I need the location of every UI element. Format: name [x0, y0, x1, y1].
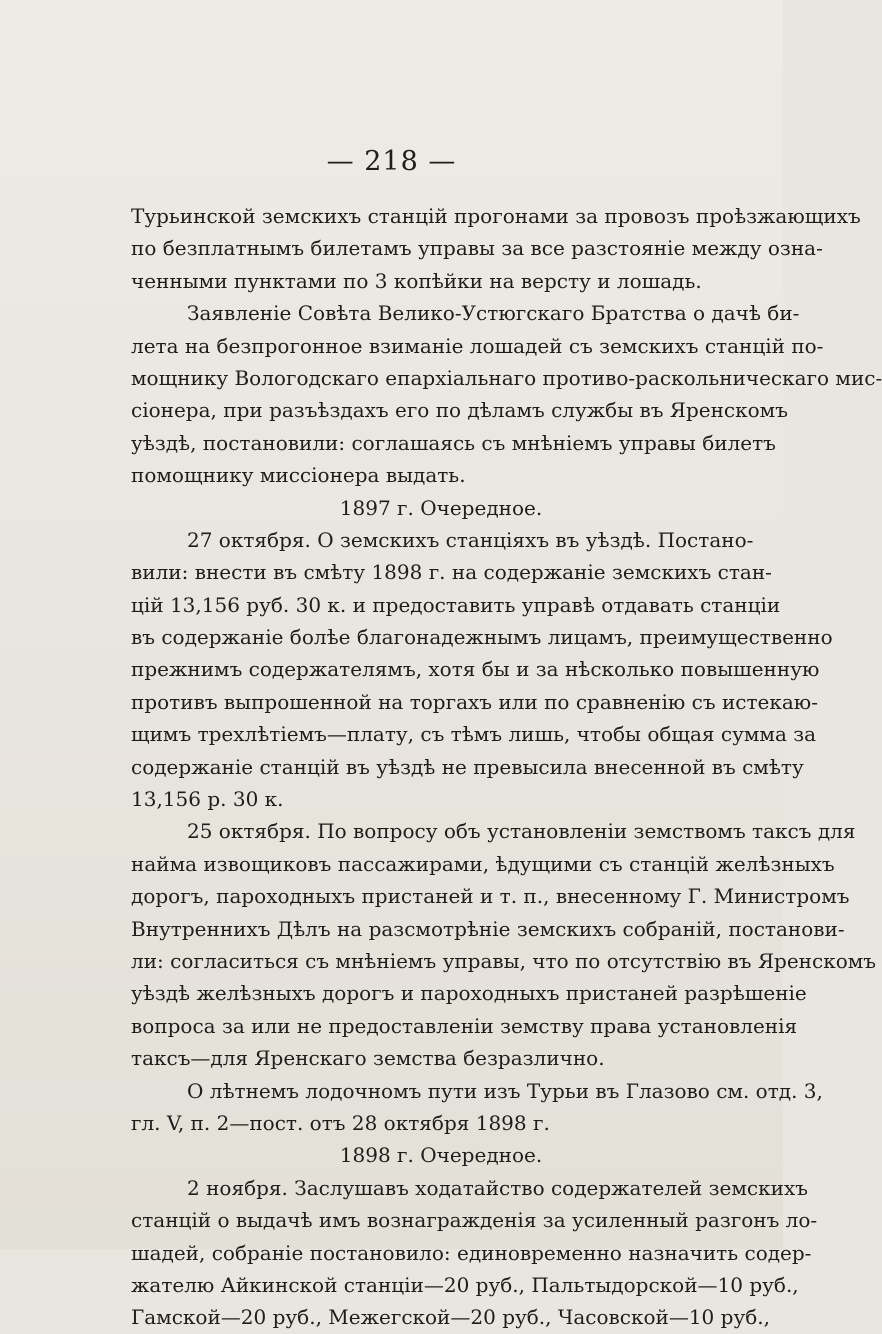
- text-line: Заявленіе Совѣта Велико-Устюгскаго Братства о дачѣ би-: [187, 301, 800, 326]
- text-line: по безплатнымъ билетамъ управы за все разстояніе между озна-: [131, 236, 823, 261]
- text-line: Турьинской земскихъ станцій прогонами за провозъ проѣзжающихъ: [131, 204, 861, 228]
- text-line: дорогъ, пароходныхъ пристаней и т. п., внесенному Г. Министромъ: [131, 884, 850, 909]
- text-line: въ содержаніе болѣе благонадежнымъ лицамъ, преимущественно: [131, 625, 833, 650]
- text-line: ченными пунктами по 3 копѣйки на версту и лошадь.: [131, 268, 702, 293]
- text-line: станцій о выдачѣ имъ вознагражденія за усиленный разгонъ ло-: [131, 1208, 818, 1233]
- text-line: 27 октября. О земскихъ станціяхъ въ уѣздѣ. Постано-: [187, 527, 754, 552]
- text-line: 25 октября. По вопросу объ установленіи земствомъ таксъ для: [187, 819, 856, 844]
- text-line: помощнику миссіонера выдать.: [131, 463, 466, 488]
- text-line: найма извощиковъ пассажирами, ѣдущими съ станцій желѣзныхъ: [131, 851, 835, 876]
- text-line: О лѣтнемъ лодочномъ пути изъ Турьи въ Глазово см. отд. 3,: [187, 1078, 823, 1103]
- text-line: мощнику Вологодскаго епархіальнаго противо-раскольническаго мис-: [131, 365, 882, 390]
- text-line: таксъ—для Яренскаго земства безразлично.: [131, 1046, 605, 1071]
- page-text: [131, 200, 882, 1334]
- text-line: 2 ноября. Заслушавъ ходатайство содержателей земскихъ: [187, 1175, 808, 1200]
- text-line: содержаніе станцій въ уѣздѣ не превысила внесенной въ смѣту: [131, 754, 804, 779]
- text-line: прежнимъ содержателямъ, хотя бы и за нѣсколько повышенную: [131, 657, 820, 682]
- text-line: шадей, собраніе постановило: единовременно назначить содер-: [131, 1240, 812, 1265]
- text-line: вопроса за или не предоставленіи земству права установленія: [131, 1013, 798, 1038]
- text-line: ли: согласиться съ мнѣніемъ управы, что по отсутствію въ Яренскомъ: [131, 948, 877, 973]
- text-line: цій 13,156 руб. 30 к. и предоставить управѣ отдавать станціи: [131, 592, 781, 617]
- text-line: 13,156 р. 30 к.: [131, 787, 284, 812]
- text-line: жателю Айкинской станціи—20 руб., Пальтыдорской—10 руб.,: [131, 1272, 799, 1297]
- section-heading: 1897 г. Очередное.: [339, 495, 543, 520]
- page-number: — 218 —: [326, 146, 457, 177]
- text-line: сіонера, при разъѣздахъ его по дѣламъ службы въ Яренскомъ: [131, 398, 788, 423]
- text-line: противъ выпрошенной на торгахъ или по сравненію съ истекаю-: [131, 689, 818, 714]
- text-line: уѣздѣ, постановили: соглашаясь съ мнѣніемъ управы билетъ: [131, 430, 776, 455]
- section-heading: 1898 г. Очередное.: [339, 1143, 543, 1168]
- text-line: уѣздѣ желѣзныхъ дорогъ и пароходныхъ пристаней разрѣшеніе: [131, 981, 807, 1006]
- text-line: гл. V, п. 2—пост. отъ 28 октября 1898 г.: [131, 1110, 550, 1135]
- text-line: Гамской—20 руб., Межегской—20 руб., Часовской—10 руб.,: [131, 1305, 770, 1330]
- text-line: Внутреннихъ Дѣлъ на разсмотрѣніе земскихъ собраній, постанови-: [131, 916, 845, 941]
- text-line: щимъ трехлѣтіемъ—плату, съ тѣмъ лишь, чтобы общая сумма за: [131, 722, 817, 747]
- text-line: лета на безпрогонное взиманіе лошадей съ земскихъ станцій по-: [131, 333, 824, 358]
- text-line: вили: внести въ смѣту 1898 г. на содержаніе земскихъ стан-: [131, 560, 772, 585]
